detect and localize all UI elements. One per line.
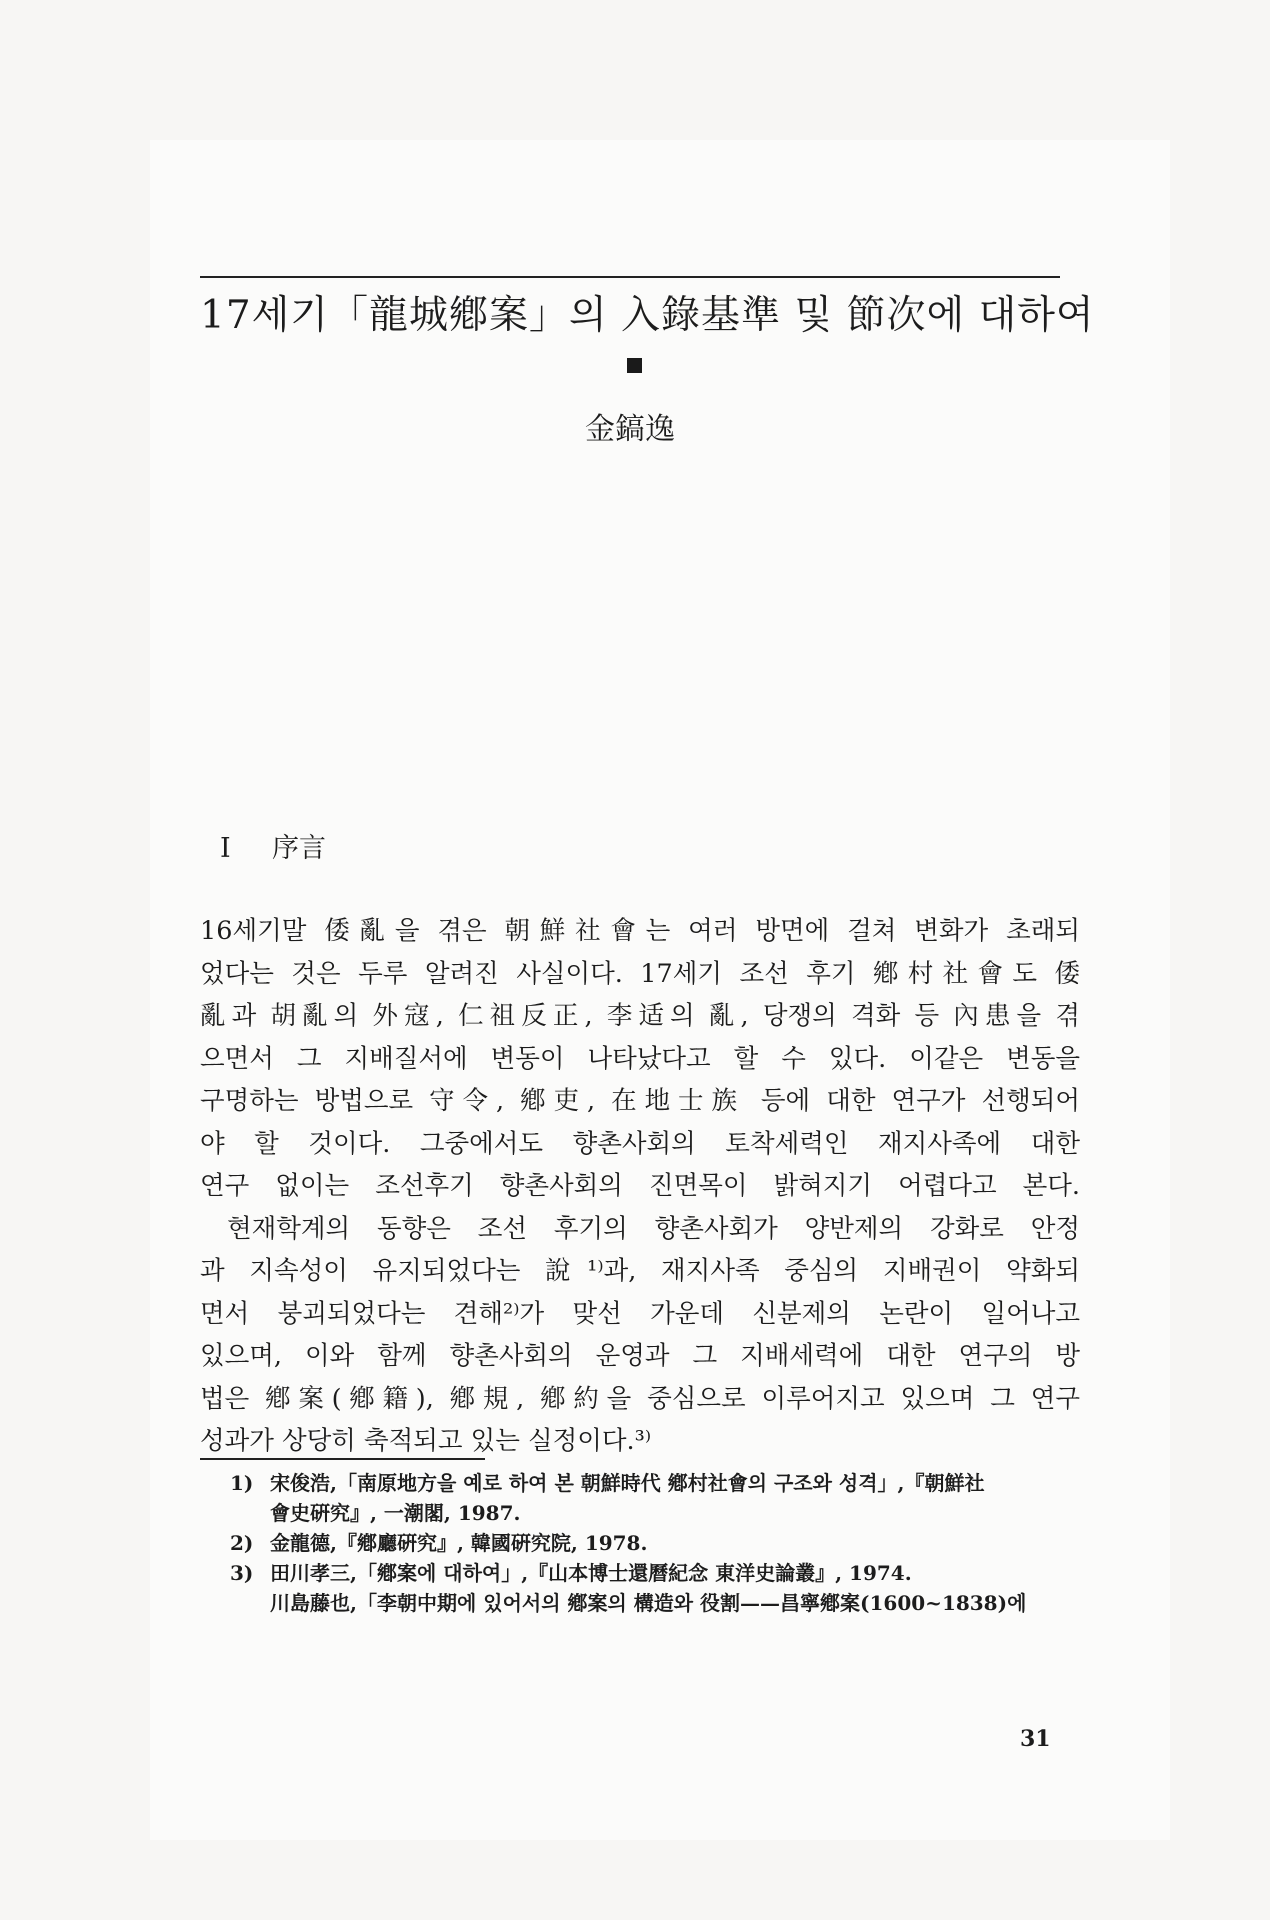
title-separator-square-icon [627,358,642,373]
footnote-3 [230,1558,1080,1588]
footnote-1-continuation: 會史硏究』, 一潮閣, 1987. [270,1501,521,1525]
paragraph-1-line-7: 연구 없이는 조선후기 향촌사회의 진면목이 밝혀지기 어렵다고 본다. [200,1171,1080,1201]
body-text [200,910,1080,1463]
section-title: 序言 [272,833,326,864]
paragraph-2-line-2: 과 지속성이 유지되었다는 說¹⁾과, 재지사족 중심의 지배권이 약화되 [200,1256,1080,1286]
footnote-1-line-1: 宋俊浩,「南原地方을 예로 하여 본 朝鮮時代 鄕村社會의 구조와 성격」,『朝鮮社 [270,1471,985,1495]
footnote-3-number: 3) [230,1561,254,1585]
paragraph-1-line-2: 었다는 것은 두루 알려진 사실이다. 17세기 조선 후기 鄕村社會도 倭 [200,958,1080,989]
paragraph-1-line-6: 야 할 것이다. 그중에서도 향촌사회의 토착세력인 재지사족에 대한 [200,1128,1080,1159]
paragraph-2-line-3: 면서 붕괴되었다는 견해²⁾가 맞선 가운데 신분제의 논란이 일어나고 [200,1298,1080,1329]
footnotes [230,1468,1080,1618]
section-heading [220,829,326,869]
footnote-2-number: 2) [230,1531,254,1555]
footnote-2 [230,1528,1080,1558]
footnote-3-continuation: 川島藤也,「李朝中期에 있어서의 鄕案의 構造와 役割——昌寧鄕案(1600~1838)에 [270,1591,1027,1615]
author-name: 金鎬逸 [585,412,675,447]
footnote-3-line-1: 田川孝三,「鄕案에 대하여」,『山本博士還曆紀念 東洋史論叢』, 1974. [270,1561,912,1585]
footnote-1 [230,1468,1080,1498]
section-number: I [220,833,231,864]
footnote-rule [200,1458,485,1460]
paragraph-2-line-4: 있으며, 이와 함께 향촌사회의 운영과 그 지배세력에 대한 연구의 방 [200,1341,1080,1371]
paragraph-1-line-3: 亂과 胡亂의 外寇, 仁祖反正, 李适의 亂, 당쟁의 격화 등 內患을 겪 [200,1001,1080,1031]
footnote-2-line-1: 金龍德,『鄕廳硏究』, 韓國硏究院, 1978. [270,1531,648,1555]
paragraph-2-line-6: 성과가 상당히 축적되고 있는 실정이다.³⁾ [200,1426,652,1456]
paragraph-2-line-5: 법은 鄕案(鄕籍), 鄕規, 鄕約을 중심으로 이루어지고 있으며 그 연구 [200,1383,1080,1414]
paragraph-1-line-4: 으면서 그 지배질서에 변동이 나타났다고 할 수 있다. 이같은 변동을 [200,1043,1080,1074]
footnote-1-number: 1) [230,1471,254,1495]
paragraph-1-line-1: 16세기말 倭亂을 겪은 朝鮮社會는 여러 방면에 걸쳐 변화가 초래되 [200,916,1080,946]
title-top-rule [200,276,1060,278]
article-title: 17세기「龍城鄕案」의 入錄基準 및 節次에 대하여 [200,293,1095,338]
paragraph-1-line-5: 구명하는 방법으로 守令, 鄕吏, 在地士族 등에 대한 연구가 선행되어 [200,1086,1080,1116]
paragraph-2-line-1: 현재학계의 동향은 조선 후기의 향촌사회가 양반제의 강화로 안정 [227,1213,1080,1244]
page-number: 31 [1020,1726,1051,1752]
